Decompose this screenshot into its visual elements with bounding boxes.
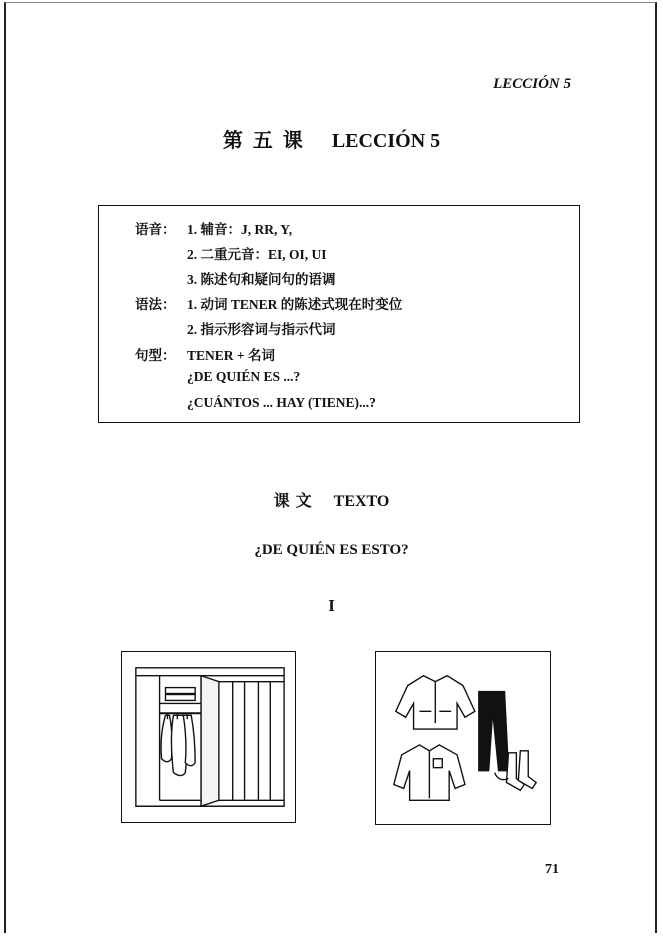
- part-number: I: [328, 596, 335, 615]
- running-head: LECCIÓN 5: [493, 76, 571, 92]
- summary-row-label: 句型：: [135, 348, 176, 363]
- summary-row-text: 2. 二重元音：EI, OI, UI: [187, 247, 327, 262]
- section-heading: [0, 488, 663, 511]
- summary-row-text: 1. 辅音：J, RR, Y,: [187, 222, 293, 237]
- clothes-illustration: [375, 651, 551, 825]
- lesson-title: [0, 124, 663, 153]
- section-heading-chinese: 课文: [273, 493, 318, 510]
- section-heading-spanish: TEXTO: [333, 493, 390, 510]
- page-number: 71: [545, 862, 559, 877]
- summary-row-label: 语法：: [135, 297, 176, 312]
- summary-row: [135, 243, 327, 263]
- summary-row: [135, 218, 292, 238]
- lesson-summary-box: [98, 205, 580, 423]
- summary-row-text: ¿CUÁNTOS ... HAY (TIENE)...?: [187, 395, 376, 410]
- summary-row-text: 2. 指示形容词与指示代词: [187, 322, 336, 337]
- summary-row: [135, 318, 336, 338]
- summary-row: [135, 369, 300, 385]
- summary-row-label: 语音：: [135, 222, 176, 237]
- summary-row-text: 1. 动词 TENER 的陈述式现在时变位: [187, 297, 403, 312]
- wardrobe-illustration: [121, 651, 296, 823]
- summary-row-text: TENER + 名词: [187, 348, 275, 363]
- summary-row-text: ¿DE QUIÉN ES ...?: [187, 369, 301, 384]
- summary-row: [135, 268, 336, 288]
- clothing-icon: [376, 652, 550, 824]
- summary-row-text: 3. 陈述句和疑问句的语调: [187, 272, 336, 287]
- lesson-title-chinese: 第五课: [222, 130, 313, 152]
- summary-row: [135, 344, 275, 364]
- summary-row: [135, 293, 402, 313]
- summary-row: [135, 395, 376, 411]
- text-title: ¿DE QUIÉN ES ESTO?: [254, 542, 409, 558]
- wardrobe-icon: [122, 652, 295, 822]
- lesson-title-spanish: LECCIÓN 5: [331, 130, 441, 152]
